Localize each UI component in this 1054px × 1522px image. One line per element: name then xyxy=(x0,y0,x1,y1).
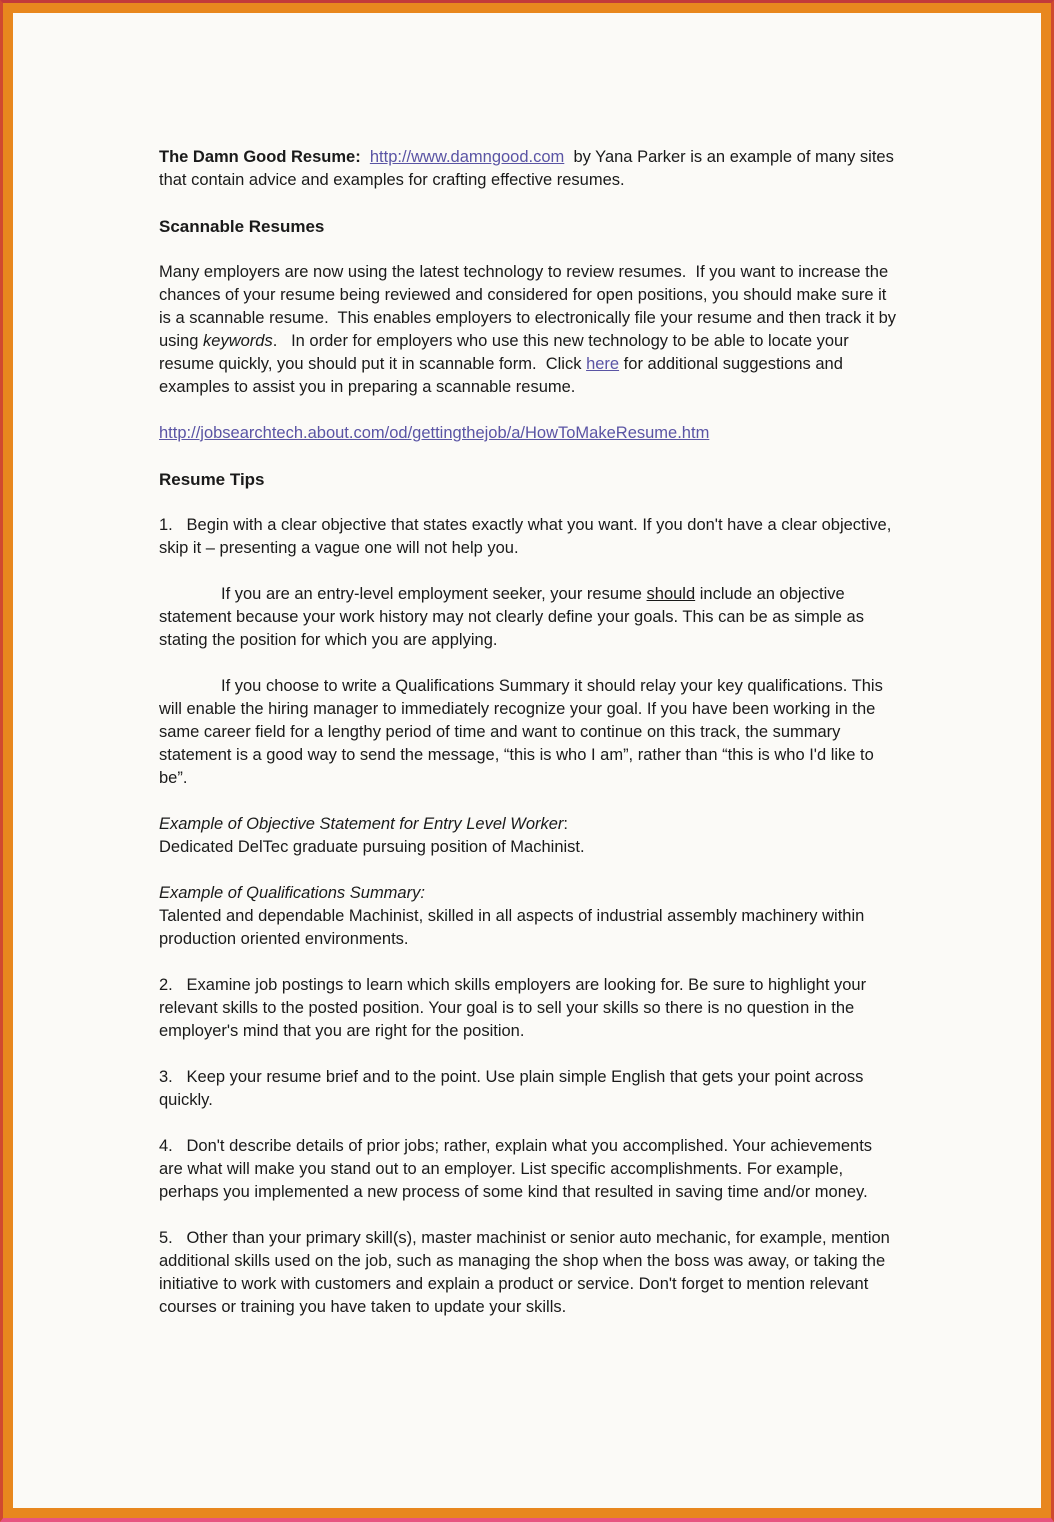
text-run: 1. Begin with a clear objective that states exactly what you want. If you don't have a clear objective, skip it – presenting a vague one will not help you. xyxy=(159,516,896,557)
howtomakeresume-link-line xyxy=(159,422,897,445)
text-run: Scannable Resumes xyxy=(159,217,325,236)
text-run: Example of Objective Statement for Entry Level Worker xyxy=(159,815,564,833)
text-run: . In order for employers who use this new technology to be able to locate your resume quickly, you should put it in scannable form. Click xyxy=(159,332,854,373)
text-run: should xyxy=(646,585,696,603)
objective-statement-example xyxy=(159,813,897,859)
entry-level-paragraph xyxy=(159,583,897,652)
tip-2-paragraph xyxy=(159,974,897,1043)
text-run: The Damn Good Resume: xyxy=(159,148,370,166)
text-run: include an objective statement because your work history may not clearly define your goals. This can be as simple as stating the position for which you are applying. xyxy=(159,585,869,649)
text-run: 3. Keep your resume brief and to the point. Use plain simple English that gets your point across quickly. xyxy=(159,1068,868,1109)
hyperlink[interactable]: http://jobsearchtech.about.com/od/gettingthejob/a/HowToMakeResume.htm xyxy=(159,424,710,442)
text-run: 5. Other than your primary skill(s), master machinist or senior auto mechanic, for example, mention additional skills used on the job, such as managing the shop when the boss was away, or taking the initiative to work with customers and explain a product or service. Don't forget to mention relevant courses or training you have taken to update your skills. xyxy=(159,1229,895,1316)
text-run: 2. Examine job postings to learn which skills employers are looking for. Be sure to highlight your relevant skills to the posted position. Your goal is to sell your skills so there is no question in the employer's mind that you are right for the position. xyxy=(159,976,871,1040)
qualifications-summary-example xyxy=(159,882,897,951)
intro-paragraph xyxy=(159,146,897,192)
text-run: : xyxy=(563,815,569,833)
tip-3-paragraph xyxy=(159,1066,897,1112)
text-run: Dedicated DelTec graduate pursuing position of Machinist. xyxy=(159,838,585,856)
scannable-resumes-paragraph xyxy=(159,261,901,399)
text-run: If you are an entry-level employment seeker, your resume xyxy=(221,585,647,603)
resume-tips-heading xyxy=(159,468,897,491)
text-run: Many employers are now using the latest technology to review resumes. If you want to increase the chances of your resume being reviewed and considered for open positions, you should make sure it is a scannable resume. This enables employers to electronically file your resume and then track it by using xyxy=(159,263,901,350)
hyperlink[interactable]: http://www.damngood.com xyxy=(369,148,565,166)
text-run: by Yana Parker is an example of many sites that contain advice and examples for crafting effective resumes. xyxy=(159,148,899,189)
document-body xyxy=(3,3,1051,1518)
text-run: Resume Tips xyxy=(159,470,265,489)
text-run: 4. Don't describe details of prior jobs; rather, explain what you accomplished. Your achievements are what will make you stand out to an employer. List specific accomplishments. For example, perhaps you implemented a new process of some kind that resulted in saving time and/or money. xyxy=(159,1137,877,1201)
text-run: If you choose to write a Qualifications Summary it should relay your key qualifications. This will enable the hiring manager to immediately recognize your goal. If you have been working in the same career field for a lengthy period of time and want to continue on this track, the summary statement is a good way to send the message, “this is who I am”, rather than “this is who I'd like to be”. xyxy=(159,677,888,787)
tip-5-paragraph xyxy=(159,1227,897,1319)
scannable-resumes-heading xyxy=(159,215,897,238)
text-run: Example of Qualifications Summary: xyxy=(159,884,425,902)
text-run: Talented and dependable Machinist, skilled in all aspects of industrial assembly machinery within production oriented environments. xyxy=(159,907,869,948)
tip-1-paragraph xyxy=(159,514,897,560)
tip-4-paragraph xyxy=(159,1135,897,1204)
qualifications-summary-paragraph xyxy=(159,675,897,790)
hyperlink[interactable]: here xyxy=(586,355,620,373)
text-run: for additional suggestions and examples to assist you in preparing a scannable resume. xyxy=(159,355,848,396)
text-run: keywords xyxy=(203,332,273,350)
